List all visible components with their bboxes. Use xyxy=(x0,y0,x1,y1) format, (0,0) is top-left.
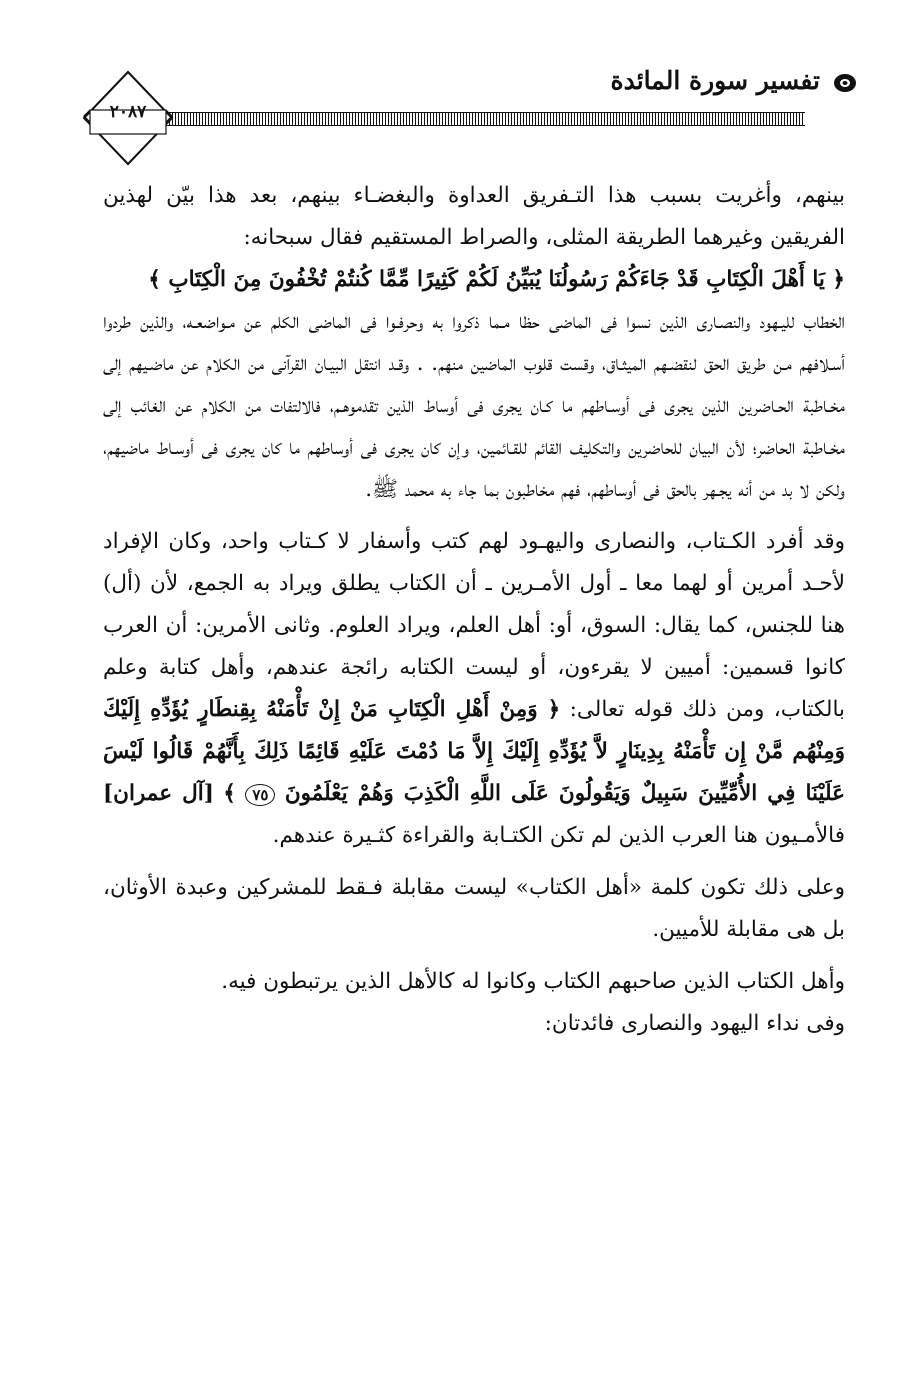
paragraph-outro-text: فالأمـيون هنا العرب الذين لم تكن الكتـابة والقراءة كثـيرة عندهم. xyxy=(272,823,845,848)
paragraph-intro-text: وقد أفرد الكـتاب، والنصارى واليهـود لهم كتب وأسفار لا كـتاب واحد، وكان الإفراد لأحـد أمرين أو لهما معا ـ أول الأمـرين ـ أن الكتاب يطلق ويراد به الجمع، لأن (أل) هنا للجنس، كما يقال: السوق، أو: أهل العلم، ويراد العلوم. وثانى الأمرين: أن العرب كانوا قسمين: أميين لا يقرءون، أو ليست الكتابه رائجة عندهم، وأهل كتابة وعلم بالكتاب، ومن ذلك قوله تعالى: xyxy=(103,529,845,722)
paragraph-book-singular xyxy=(103,521,845,857)
paragraph-commentary: الخطاب لليـهود والنصـارى الذين نسوا فى الماضى حظا مـما ذكروا به وحرفـوا فى الماضى الكلم عن مـواضعـه، والذين طردوا أسـلافهم مـن طريق الحق لنقضـهم الميثـاق، وقست قلوب الماضين منهم. . وقـد انتقل البيـان القرآنى من الكلام عن ماضـيهم إلى مخـاطبة الحـاضرين الذين يجرى فى أوسـاطهم ما كـان يجرى فى أوساط الذين تقدموهـم، فالالتفات من الكلام عن الغائب إلى مخـاطبة الحاضر؛ لأن البيان للحاضرين والتكليف القائم للقـائمين، وإن كان يجرى فى أوساطهم ما كان يجرى فى أوسـاط ماضيهم، ولكن لا بد من أنه يجـهر بالحق فى أوساطهم، فهم مخاطبون بما جاء به محمد ﷺ. xyxy=(103,309,845,502)
page-number: ٢٠٨٧ xyxy=(109,102,147,122)
page-header xyxy=(60,60,860,170)
paragraph-ahl-al-kitab: وعلى ذلك تكون كلمة «أهل الكتاب» ليست مقابلة فـقط للمشركين وعبدة الأوثان، بل هى مقابلة للأميين. xyxy=(103,875,845,942)
running-title: تفسير سورة المائدة xyxy=(610,66,820,95)
verse-close-bracket: ﴾ xyxy=(223,781,236,806)
paragraph-1: بينهم، وأغريت بسبب هذا التـفريق العداوة والبغضـاء بينهم، بعد هذا بيّن لهذين الفريقين وغيرهما الطريقة المثلى، والصراط المستقيم فقال سبحانه: xyxy=(103,183,845,250)
paragraph-definition: وأهل الكتاب الذين صاحبهم الكتاب وكانوا له كالأهل الذين يرتبطون فيه. xyxy=(221,969,845,994)
verse-number-marker: ٧٥ xyxy=(245,784,275,806)
paragraph-two-benefits: وفى نداء اليهود والنصارى فائدتان: xyxy=(544,1011,845,1036)
quran-verse: ﴿ يَا أَهْلَ الْكِتَابِ قَدْ جَاءَكُمْ رَسُولُنَا يُبَيِّنُ لَكُمْ كَثِيرًا مِّمَّا كُنتُمْ تُخْفُونَ مِنَ الْكِتَابِ ﴾ xyxy=(148,267,845,292)
body-text xyxy=(103,175,845,1045)
dotted-bullet-icon xyxy=(832,72,858,94)
ornamental-rule xyxy=(160,112,805,126)
surah-citation: [آل عمران] xyxy=(103,781,214,806)
quran-verse-al-imran: ﴿ وَمِنْ أَهْلِ الْكِتَابِ مَنْ إِنْ تَأْمَنْهُ بِقِنطَارٍ يُؤَدِّهِ إِلَيْكَ وَمِنْهُم مَّنْ إِن تَأْمَنْهُ بِدِينَارٍ لاَّ يُؤَدِّهِ إِلَيْكَ إِلاَّ مَا دُمْتَ عَلَيْهِ قَائِمًا ذَلِكَ بِأَنَّهُمْ قَالُوا لَيْسَ عَلَيْنَا فِي الأُمِّيِّينَ سَبِيلٌ وَيَقُولُونَ عَلَى اللَّهِ الْكَذِبَ وَهُمْ يَعْلَمُونَ xyxy=(103,697,845,806)
